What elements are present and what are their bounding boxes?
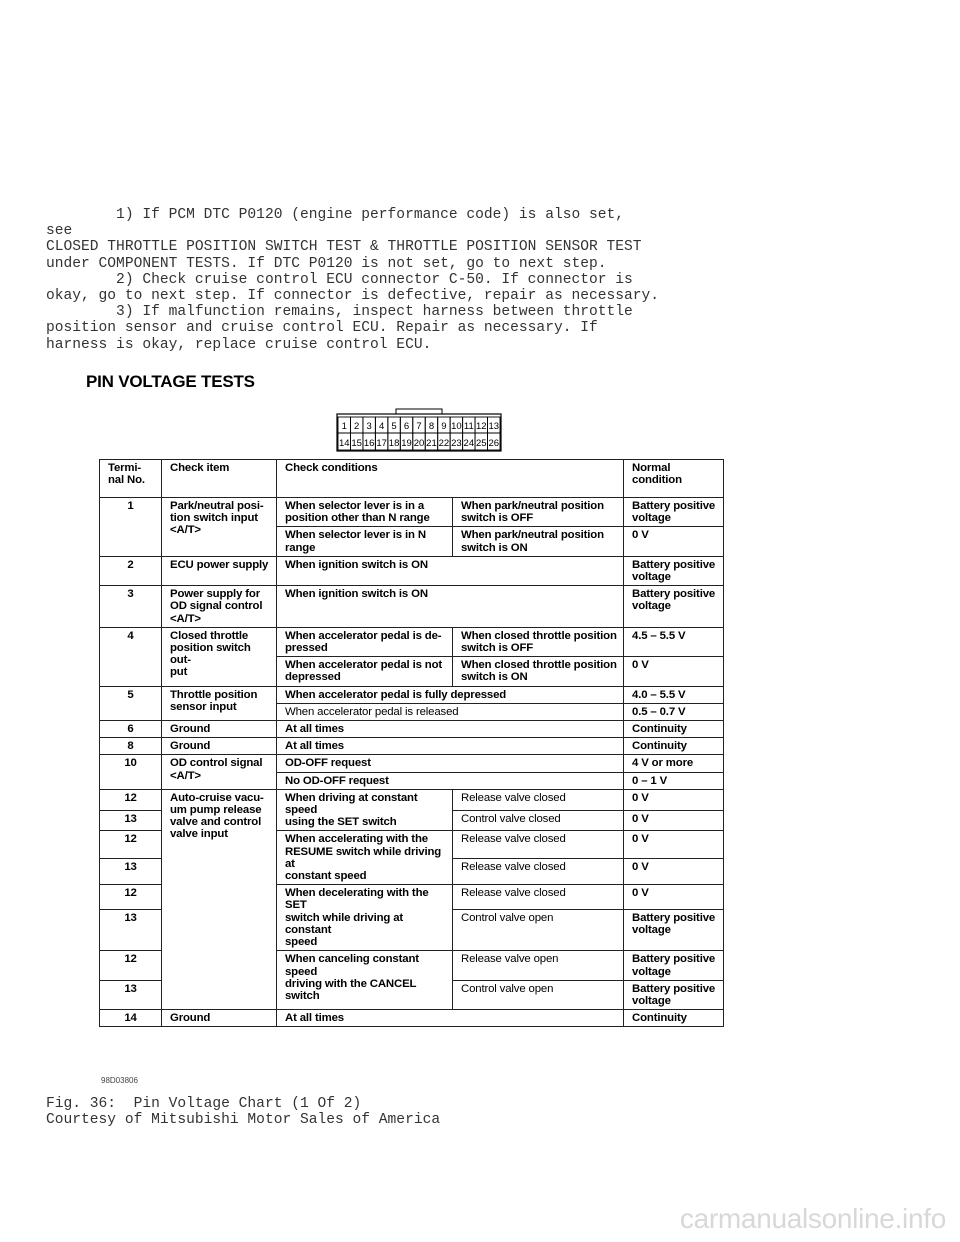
condition-cell: When selector lever is in N range (277, 527, 453, 556)
connector-pin-label: 12 (476, 421, 487, 432)
check-item-cell: ECU power supply (162, 556, 277, 585)
connector-pin-label: 10 (451, 421, 462, 432)
terminal-cell: 12 (100, 885, 162, 909)
condition-cell: When accelerator pedal is released (277, 703, 624, 720)
connector-pin-label: 7 (416, 421, 422, 432)
connector-pin-label: 20 (413, 438, 425, 449)
connector-pin-label: 23 (451, 438, 462, 449)
condition-cell: When canceling constant speed driving with the CANCEL switch (277, 951, 453, 1010)
check-item-cell: Power supply for OD signal control <A/T> (162, 586, 277, 628)
condition-detail-cell: Release valve closed (453, 831, 624, 859)
condition-detail-cell: Control valve open (453, 909, 624, 951)
terminal-cell: 12 (100, 789, 162, 810)
terminal-cell: 13 (100, 810, 162, 831)
connector-diagram (336, 408, 502, 452)
condition-detail-cell: Control valve closed (453, 810, 624, 831)
condition-detail-cell: Release valve closed (453, 789, 624, 810)
connector-pin-label: 2 (354, 421, 360, 432)
header-check-item: Check item (162, 460, 277, 498)
condition-cell: When accelerating with the RESUME switch while driving at constant speed (277, 831, 453, 885)
caption-line: Courtesy of Mitsubishi Motor Sales of America (46, 1112, 441, 1129)
condition-cell: When accelerator pedal is not depressed (277, 657, 453, 686)
connector-pin-label: 1 (341, 421, 347, 432)
normal-cell: Battery positive voltage (624, 586, 724, 628)
table-row (100, 721, 724, 738)
procedure-line: 1) If PCM DTC P0120 (engine performance code) is also set, (46, 207, 625, 223)
check-item-cell: Ground (162, 721, 277, 738)
table-header-row (100, 460, 724, 498)
procedure-line: okay, go to next step. If connector is defective, repair as necessary. (46, 287, 660, 304)
condition-cell: At all times (277, 1010, 624, 1027)
watermark: carmanualsonline.info (679, 1203, 946, 1234)
table-row (100, 738, 724, 755)
procedure-line: see (46, 223, 73, 240)
terminal-cell: 4 (100, 627, 162, 686)
procedure-line: under COMPONENT TESTS. If DTC P0120 is not set, go to next step. (46, 255, 607, 272)
condition-cell: No OD-OFF request (277, 772, 624, 789)
connector-pin-label: 18 (388, 438, 400, 449)
terminal-cell: 1 (100, 498, 162, 557)
table-row (100, 498, 724, 527)
terminal-cell: 10 (100, 755, 162, 789)
terminal-cell: 12 (100, 831, 162, 859)
check-item-cell: Closed throttle position switch out- put (162, 627, 277, 686)
condition-cell: At all times (277, 721, 624, 738)
connector-pin-label: 15 (351, 438, 362, 449)
table-row (100, 789, 724, 810)
check-item-cell: Ground (162, 738, 277, 755)
table-row (100, 556, 724, 585)
connector-pin-label: 25 (476, 438, 487, 449)
normal-cell: 4 V or more (624, 755, 724, 772)
normal-cell: 0 V (624, 527, 724, 556)
terminal-cell: 6 (100, 721, 162, 738)
figure-caption (46, 1096, 440, 1145)
table-row (100, 586, 724, 628)
normal-cell: 0 V (624, 859, 724, 885)
connector-pin-label: 4 (378, 421, 385, 432)
terminal-cell: 14 (100, 1010, 162, 1027)
condition-detail-cell: Release valve closed (453, 885, 624, 909)
table-row (100, 627, 724, 656)
terminal-cell: 8 (100, 738, 162, 755)
table-row (100, 755, 724, 772)
condition-detail-cell: Control valve open (453, 980, 624, 1009)
procedure-line: position sensor and cruise control ECU. Repair as necessary. If (46, 320, 598, 337)
header-terminal: Termi- nal No. (100, 460, 162, 498)
normal-cell: Continuity (624, 1010, 724, 1027)
connector-pin-label: 14 (338, 438, 350, 449)
connector-pin-label: 5 (391, 421, 397, 432)
connector-pin-label: 9 (441, 421, 447, 432)
procedure-line: CLOSED THROTTLE POSITION SWITCH TEST & THROTTLE POSITION SENSOR TEST (46, 239, 642, 256)
condition-detail-cell: When closed throttle position switch is ON (453, 657, 624, 686)
header-normal-condition: Normal condition (624, 460, 724, 498)
terminal-cell: 2 (100, 556, 162, 585)
normal-cell: Continuity (624, 738, 724, 755)
section-title: PIN VOLTAGE TESTS (86, 372, 255, 391)
condition-detail-cell: When park/neutral position switch is ON (453, 527, 624, 556)
connector-pin-label: 24 (463, 438, 475, 449)
condition-detail-cell: When park/neutral position switch is OFF (453, 498, 624, 527)
connector-pin-label: 16 (363, 438, 375, 449)
figure-code: 98D03806 (101, 1076, 138, 1085)
normal-cell: Battery positive voltage (624, 498, 724, 527)
connector-pin-label: 8 (428, 421, 435, 432)
condition-cell: When ignition switch is ON (277, 586, 624, 628)
normal-cell: Battery positive voltage (624, 951, 724, 980)
table-row (100, 686, 724, 703)
connector-key (396, 409, 442, 414)
table-row (100, 1010, 724, 1027)
normal-cell: Battery positive voltage (624, 909, 724, 951)
terminal-cell: 13 (100, 859, 162, 885)
terminal-cell: 3 (100, 586, 162, 628)
normal-cell: Continuity (624, 721, 724, 738)
connector-svg (336, 408, 502, 452)
connector-pin-label: 11 (463, 421, 474, 432)
procedure-line: 3) If malfunction remains, inspect harness between throttle (46, 304, 633, 321)
condition-cell: When accelerator pedal is de- pressed (277, 627, 453, 656)
condition-detail-cell: Release valve open (453, 951, 624, 980)
terminal-cell: 13 (100, 980, 162, 1009)
normal-cell: 0 – 1 V (624, 772, 724, 789)
condition-cell: When accelerator pedal is fully depressed (277, 686, 624, 703)
condition-cell: When ignition switch is ON (277, 556, 624, 585)
procedure-line: harness is okay, replace cruise control ECU. (46, 336, 432, 353)
check-item-cell: Park/neutral posi- tion switch input <A/T> (162, 498, 277, 557)
condition-detail-cell: When closed throttle position switch is OFF (453, 627, 624, 656)
connector-pin-label: 3 (366, 421, 372, 432)
normal-cell: 0 V (624, 831, 724, 859)
connector-pin-label: 22 (438, 438, 450, 449)
normal-cell: 4.0 – 5.5 V (624, 686, 724, 703)
connector-pin-label: 17 (376, 438, 387, 449)
terminal-cell: 5 (100, 686, 162, 720)
terminal-cell: 13 (100, 909, 162, 951)
procedure-line: 2) Check cruise control ECU connector C-50. If connector is (46, 271, 633, 288)
pin-voltage-table (99, 459, 724, 1027)
normal-cell: 0 V (624, 789, 724, 810)
connector-pin-label: 21 (426, 438, 437, 449)
condition-cell: OD-OFF request (277, 755, 624, 772)
check-item-cell: Ground (162, 1010, 277, 1027)
condition-cell: When selector lever is in a position other than N range (277, 498, 453, 527)
check-item-cell: Throttle position sensor input (162, 686, 277, 720)
normal-cell: Battery positive voltage (624, 556, 724, 585)
condition-detail-cell: Release valve closed (453, 859, 624, 885)
check-item-cell: OD control signal <A/T> (162, 755, 277, 789)
condition-cell: When driving at constant speed using the SET switch (277, 789, 453, 831)
connector-pin-label: 13 (488, 421, 500, 432)
condition-cell: At all times (277, 738, 624, 755)
check-item-cell: Auto-cruise vacu- um pump release valve and control valve input (162, 789, 277, 1009)
connector-pin-label: 26 (488, 438, 500, 449)
normal-cell: 0 V (624, 657, 724, 686)
connector-pin-label: 19 (401, 438, 412, 449)
normal-cell: Battery positive voltage (624, 980, 724, 1009)
header-check-conditions: Check conditions (277, 460, 624, 498)
normal-cell: 0 V (624, 885, 724, 909)
condition-cell: When decelerating with the SET switch while driving at constant speed (277, 885, 453, 951)
normal-cell: 0 V (624, 810, 724, 831)
caption-line: Fig. 36: Pin Voltage Chart (1 Of 2) (46, 1096, 362, 1112)
connector-pin-label: 6 (403, 421, 410, 432)
normal-cell: 4.5 – 5.5 V (624, 627, 724, 656)
normal-cell: 0.5 – 0.7 V (624, 703, 724, 720)
procedure-text (46, 207, 926, 369)
terminal-cell: 12 (100, 951, 162, 980)
